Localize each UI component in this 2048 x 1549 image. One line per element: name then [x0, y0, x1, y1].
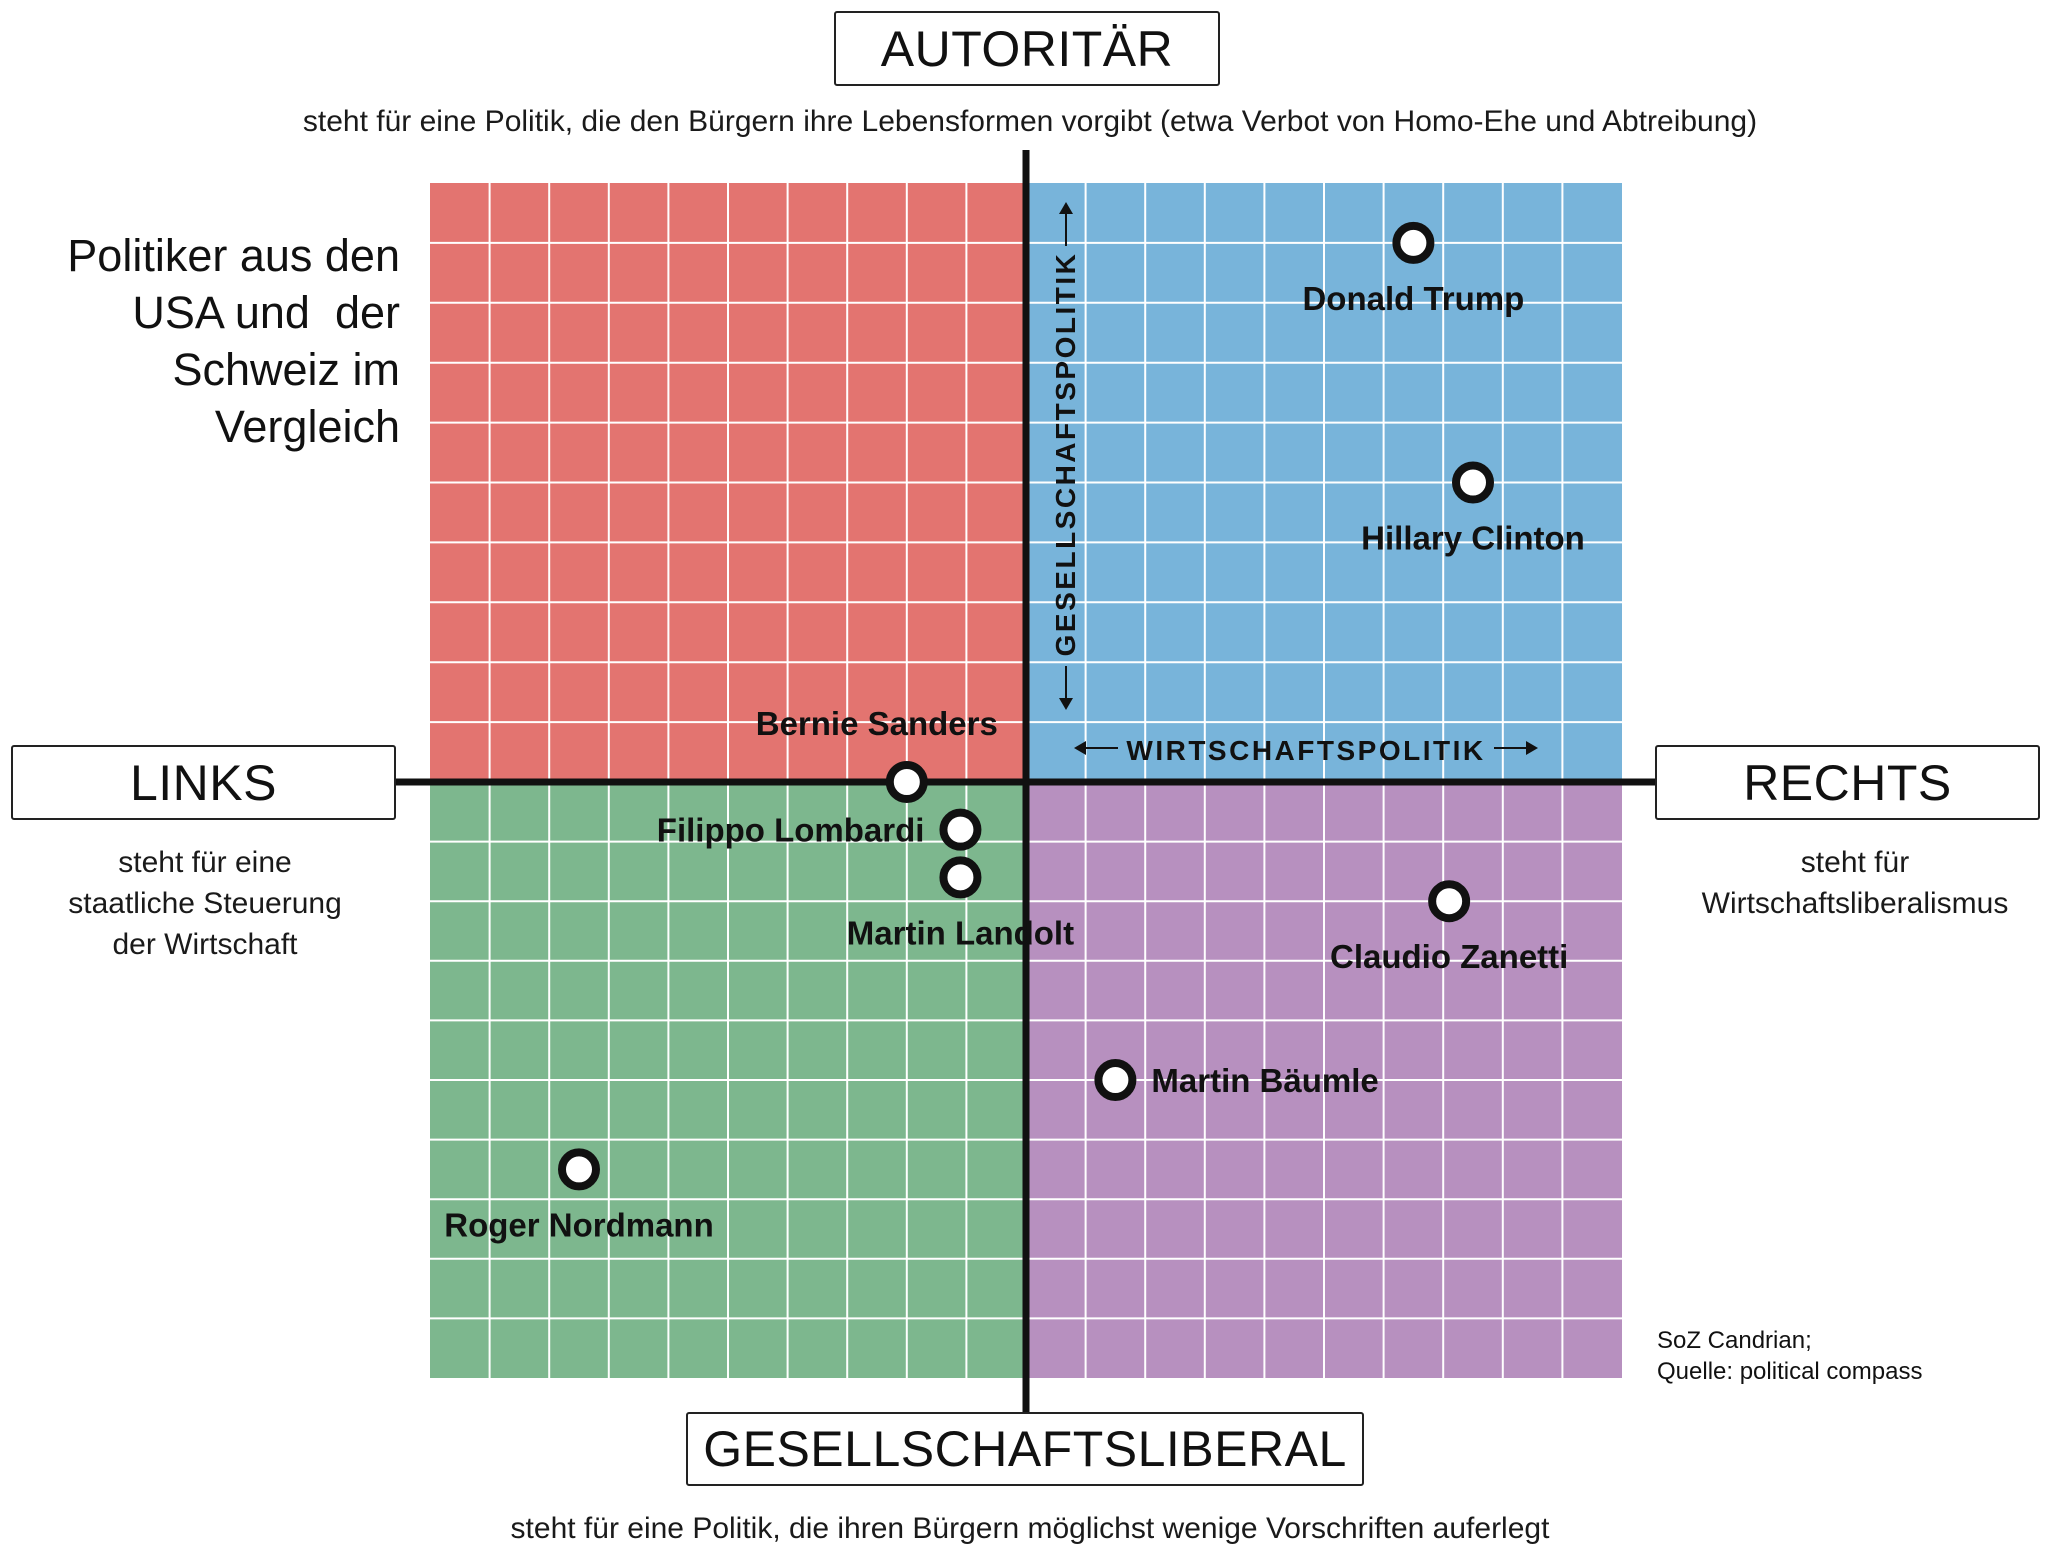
chart-title [30, 227, 400, 455]
right-pole-description [1660, 842, 2048, 924]
data-point-label: Filippo Lombardi [656, 811, 925, 849]
data-point-label: Hillary Clinton [1361, 519, 1585, 557]
data-point-label: Roger Nordmann [444, 1206, 714, 1244]
data-point-marker [890, 765, 924, 799]
right-pole-box [1655, 745, 2040, 820]
left-pole-description [20, 842, 390, 965]
left-pole-box [11, 745, 396, 820]
source-line: Quelle: political compass [1657, 1358, 1923, 1385]
chart-title-line: Vergleich [214, 401, 400, 452]
y-axis-title: GESELLSCHAFTSPOLITIK [1050, 251, 1081, 657]
data-point-marker [943, 860, 977, 894]
data-point-marker [1456, 466, 1490, 500]
bottom-pole-box [686, 1412, 1364, 1486]
left-pole-description-line: steht für eine [118, 846, 292, 879]
left-pole-description-line: der Wirtschaft [112, 928, 298, 961]
right-pole-label: RECHTS [1743, 754, 1952, 811]
bottom-pole-label: GESELLSCHAFTSLIBERAL [703, 1421, 1347, 1477]
data-point-label: Bernie Sanders [755, 705, 998, 742]
data-point-label: Martin Landolt [846, 914, 1075, 952]
x-axis-title: WIRTSCHAFTSPOLITIK [1126, 735, 1486, 766]
right-pole-description-line: steht für [1800, 846, 1910, 879]
data-point-marker [943, 813, 977, 847]
data-point-marker [1098, 1063, 1132, 1097]
source-line: SoZ Candrian; [1657, 1327, 1812, 1354]
data-point-label: Donald Trump [1302, 279, 1525, 317]
chart-title-line: USA und der [132, 287, 400, 338]
data-point-label: Claudio Zanetti [1329, 938, 1569, 976]
data-point-marker [1432, 884, 1466, 918]
right-pole-description-line: Wirtschaftsliberalismus [1701, 887, 2009, 920]
left-pole-label: LINKS [129, 754, 277, 811]
top-pole-description: steht für eine Politik, die den Bürgern ihre Lebensformen vorgibt (etwa Verbot von Homo-Ehe und Abtreibung) [302, 105, 1758, 138]
left-pole-description-line: staatliche Steuerung [68, 887, 342, 920]
chart-title-line: Politiker aus den [67, 230, 400, 281]
source-note [1657, 1325, 1922, 1387]
data-point-marker [562, 1152, 596, 1186]
chart-title-line: Schweiz im [172, 344, 400, 395]
top-pole-label: AUTORITÄR [880, 20, 1174, 77]
top-pole-box [834, 11, 1220, 86]
data-point-marker [1396, 226, 1430, 260]
bottom-pole-description: steht für eine Politik, die ihren Bürgern möglichst wenige Vorschriften auferlegt [510, 1512, 1550, 1545]
data-point-label: Martin Bäumle [1151, 1062, 1379, 1099]
